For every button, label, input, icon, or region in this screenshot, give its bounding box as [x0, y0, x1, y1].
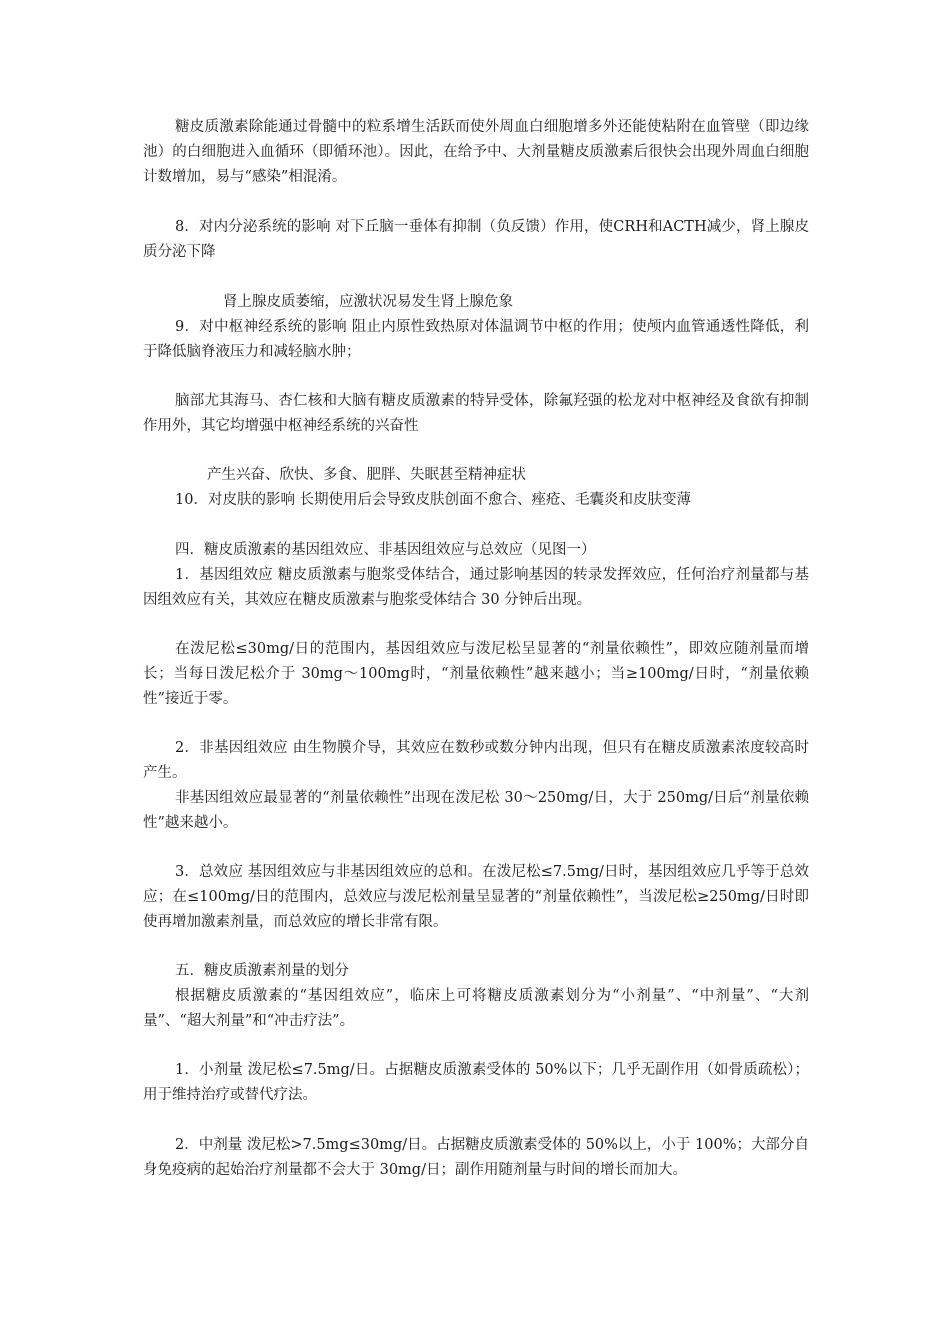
paragraph-skin-effect: 10．对皮肤的影响 长期使用后会导致皮肤创面不愈合、痤疮、毛囊炎和皮肤变薄 [175, 492, 692, 508]
paragraph-medium-dose: 2．中剂量 泼尼松>7.5mg≤30mg/日。占据糖皮质激素受体的 50%以上，小于 100%；大部分自身免疫病的起始治疗剂量都不会大于 30mg/日；副作用随剂量与时间的增长而加大。 [143, 1137, 809, 1178]
paragraph-low-dose: 1．小剂量 泼尼松≤7.5mg/日。占据糖皮质激素受体的 50%以下；几乎无副作用（如骨质疏松）；用于维持治疗或替代疗法。 [143, 1062, 809, 1103]
section-heading-dose-classification: 五．糖皮质激素剂量的划分 [175, 963, 349, 979]
paragraph-cns-effect: 9．对中枢神经系统的影响 阻止内原性致热原对体温调节中枢的作用；使颅内血管通透性降低，利于降低脑脊液压力和减轻脑水肿； [143, 319, 809, 360]
paragraph-psychiatric-symptoms: 产生兴奋、欣快、多食、肥胖、失眠甚至精神症状 [207, 467, 526, 483]
paragraph-total-effect: 3．总效应 基因组效应与非基因组效应的总和。在泼尼松≤7.5mg/日时，基因组效应几乎等于总效应；在≤100mg/日的范围内，总效应与泼尼松剂量呈显著的“剂量依赖性”，当泼尼松≥250mg/日时即使再增加激素剂量，而总效应的增长非常有限。 [143, 864, 809, 930]
paragraph-leukocyte-effect: 糖皮质激素除能通过骨髓中的粒系增生活跃而使外周血白细胞增多外还能使粘附在血管壁（即边缘池）的白细胞进入血循环（即循环池）。因此，在给予中、大剂量糖皮质激素后很快会出现外周血白细胞计数增加，易与“感染”相混淆。 [143, 119, 809, 185]
paragraph-endocrine-effect: 8．对内分泌系统的影响 对下丘脑一垂体有抑制（负反馈）作用，使CRH和ACTH减少，肾上腺皮质分泌下降 [143, 219, 809, 260]
section-heading-genomic-effects: 四．糖皮质激素的基因组效应、非基因组效应与总效应（见图一） [175, 542, 596, 558]
paragraph-genomic-effect: 1．基因组效应 糖皮质激素与胞浆受体结合，通过影响基因的转录发挥效应，任何治疗剂量都与基因组效应有关，其效应在糖皮质激素与胞浆受体结合 30 分钟后出现。 [143, 567, 809, 608]
paragraph-nongenomic-effect: 2．非基因组效应 由生物膜介导，其效应在数秒或数分钟内出现，但只有在糖皮质激素浓度较高时产生。 [143, 740, 809, 781]
paragraph-nongenomic-dose: 非基因组效应最显著的“剂量依赖性”出现在泼尼松 30～250mg/日，大于 250mg/日后“剂量依赖性”越来越小。 [143, 790, 809, 831]
paragraph-brain-receptors: 脑部尤其海马、杏仁核和大脑有糖皮质激素的特异受体，除氟羟强的松龙对中枢神经及食欲有抑制作用外，其它均增强中枢神经系统的兴奋性 [143, 393, 809, 434]
paragraph-dose-dependency: 在泼尼松≤30mg/日的范围内，基因组效应与泼尼松呈显著的“剂量依赖性”，即效应随剂量而增长；当每日泼尼松介于 30mg～100mg时，“剂量依赖性”越来越小；当≥100mg/日时，“剂量依赖性”接近于零。 [143, 641, 809, 707]
paragraph-adrenal-atrophy: 肾上腺皮质萎缩，应激状况易发生肾上腺危象 [223, 294, 513, 310]
paragraph-dose-categories: 根据糖皮质激素的“基因组效应”，临床上可将糖皮质激素划分为“小剂量”、“中剂量”、“大剂量”、“超大剂量”和“冲击疗法”。 [143, 988, 809, 1029]
